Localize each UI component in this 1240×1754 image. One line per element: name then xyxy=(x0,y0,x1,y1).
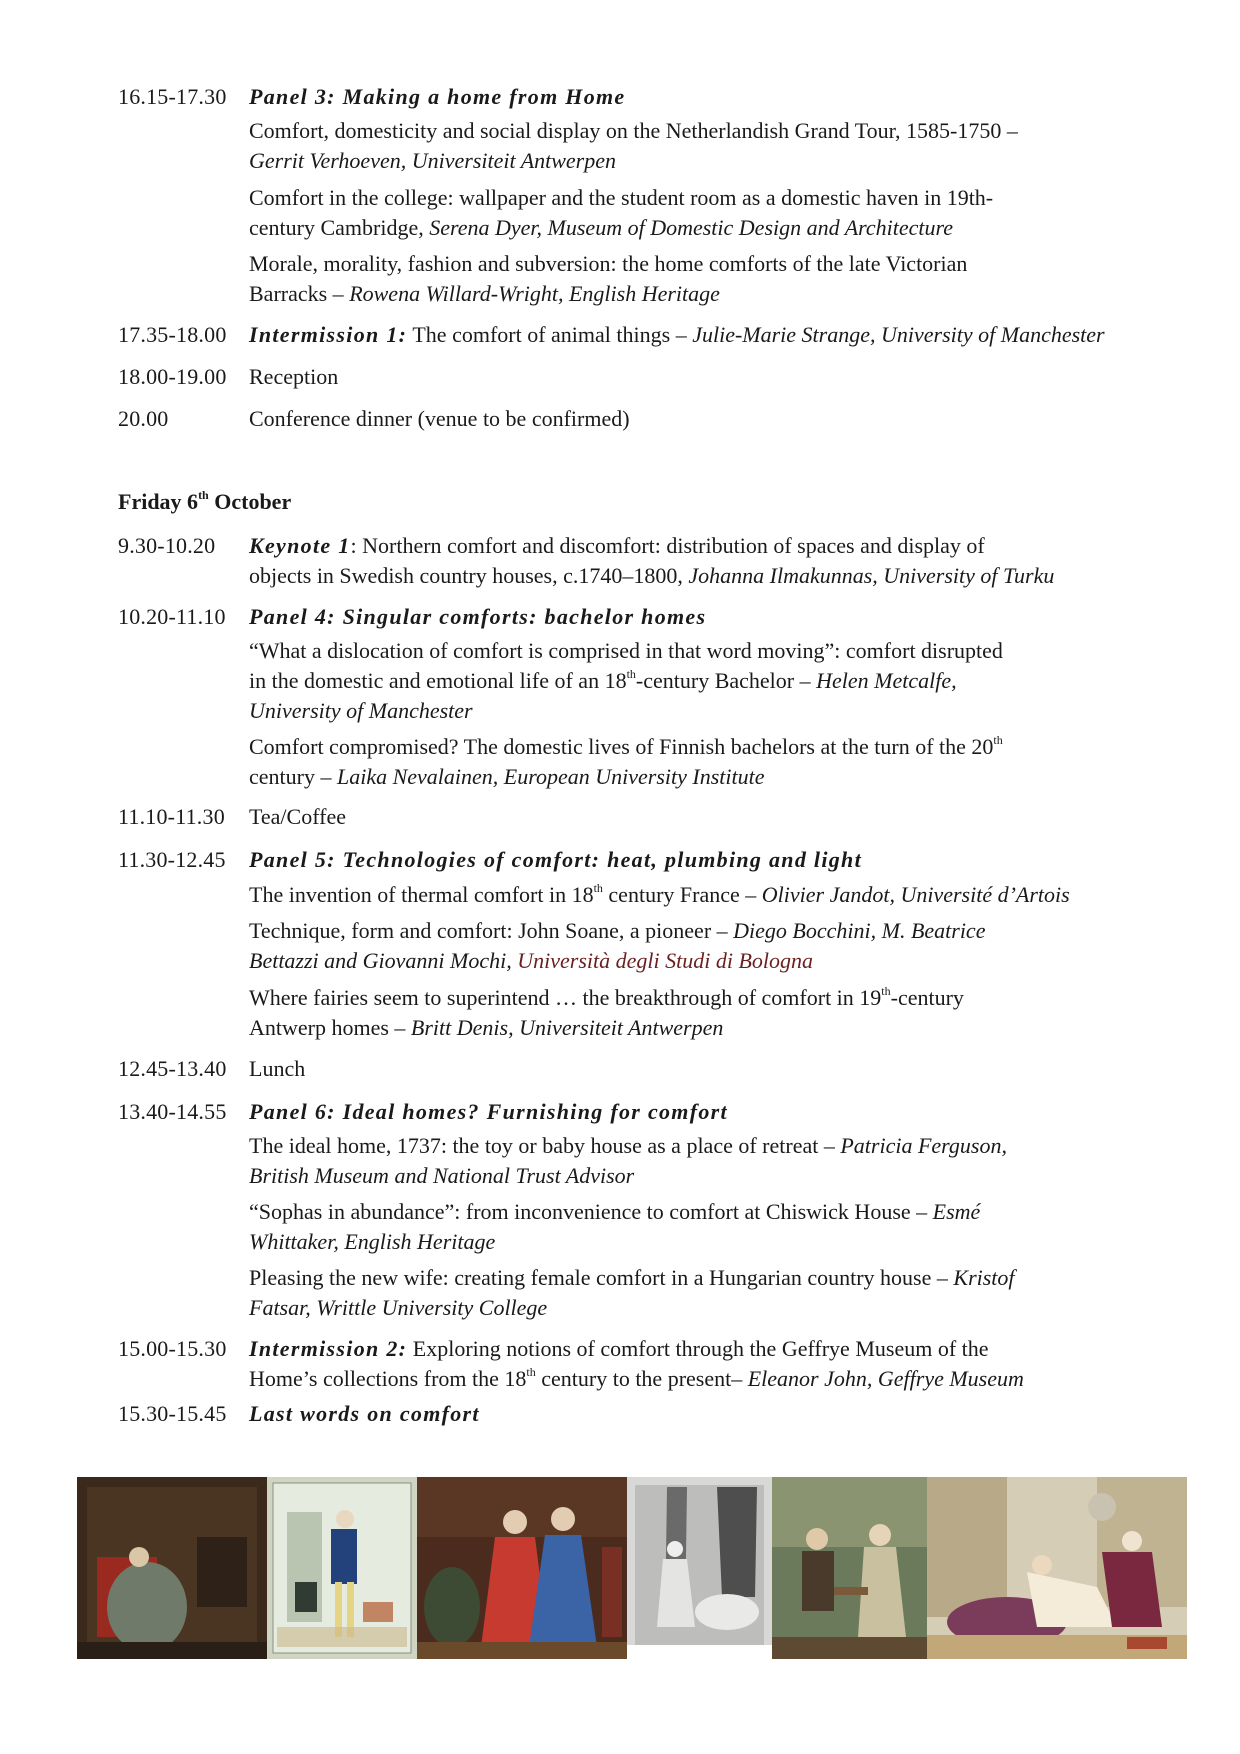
session-time: 16.15-17.30 xyxy=(118,84,227,109)
paper-item: Comfort compromised? The domestic lives of Finnish bachelors at the turn of the 20th century – Laika Nevalainen, European University Institute xyxy=(249,732,1003,789)
paper-author: Kristof xyxy=(953,1265,1015,1290)
session-time: 12.45-13.40 xyxy=(118,1056,227,1081)
programme-page: 16.15-17.30 Panel 3: Making a home from Home Comfort, domesticity and social display on the Netherlandish Grand Tour, 1585-1750 – Gerrit Verhoeven, Universiteit Antwerpen Comfort in the college: wallpaper and the student room as a domestic haven in 19th- century Cambridge, Serena Dyer, Museum of Domestic Design and Architecture Morale, morality, fashion and subversion: the home comforts of the late Victorian Barracks – Rowena Willard-Wright, English Heritage 17.35-18.00 Intermission 1: The comfort of animal things – Julie-Marie Strange, University of Manchester 18.00-19.00 Reception 20.00 Conference dinner (venue to be confirmed) Friday 6th October 9.30-10.20 Keynote 1: Northern comfort and discomfort: distribution of spaces and display of objects in Swedish country houses, c.1740–1800, Johanna Ilmakunnas, University of Turku 10.20-11.10 Panel 4: Singular comforts: bachelor homes “What a dislocation of comfort is comprised in that word moving”: comfort disrupted in the domestic and emotional life of an 18th-century Bachelor – Helen Metcalfe, University of Manchester Comfort compromised? The domestic lives of Finnish bachelors at the turn of the 20th century – Laika Nevalainen, European University Institute 11.10-11.30 Tea/Coffee 11.30-12.45 Panel 5: Technologies of comfort: heat, plumbing and light The invention of thermal comfort in 18th century France – Olivier Jandot, Université d’Artois Technique, form and comfort: John Soane, a pioneer – Diego Bocchini, M. Beatrice Bettazzi and Giovanni Mochi, Università degli Studi di Bologna Where fairies seem to superintend … the breakthrough of comfort in 19th-century Antwerp homes – Britt Denis, Universiteit Antwerpen 12.45-13.40 Lunch 13.40-14.55 Panel 6: Ideal homes? Furnishing for comfort The ideal home, 1737: the toy or baby house as a place of retreat – Patricia Ferguson, British Museum and National Trust Advisor “Sophas in abundance”: from inconvenience to comfort at Chiswick House – Esmé Whittaker, English Heritage Pleasing the new wife: creating female comfort in a Hungarian country house – Kristof Fatsar, Writtle University College 15.00-15.30 Intermission 2: Exploring notions of comfort through the Geffrye Museum of the Home’s collections from the 18th century to the present– Eleanor John, Geffrye Museum 15.30-15.45 Last words on comfort xyxy=(0,0,1240,1754)
session-title: Panel 4: Singular comforts: bachelor homes xyxy=(249,604,707,629)
session-title: Intermission 1: xyxy=(249,322,408,347)
paper-item: The invention of thermal comfort in 18th century France – Olivier Jandot, Université d’Artois xyxy=(249,880,1070,907)
session-title: Panel 3: Making a home from Home xyxy=(249,84,626,109)
paper-item: Comfort, domesticity and social display on the Netherlandish Grand Tour, 1585-1750 – Gerrit Verhoeven, Universiteit Antwerpen xyxy=(249,116,1149,176)
paper-item: “Sophas in abundance”: from inconvenience to comfort at Chiswick House – Esmé Whittaker, English Heritage xyxy=(249,1199,981,1254)
painting-seated-lady xyxy=(77,1477,267,1659)
session-time: 18.00-19.00 xyxy=(118,364,227,389)
session-time: 10.20-11.10 xyxy=(118,604,226,629)
session-time: 11.30-12.45 xyxy=(118,847,226,872)
paper-author: Esmé xyxy=(932,1199,981,1224)
painting-two-ladies xyxy=(417,1477,627,1659)
paper-author: Rowena Willard-Wright, English Heritage xyxy=(349,281,720,306)
paper-author: Eleanor John, Geffrye Museum xyxy=(747,1366,1024,1391)
paper-item: “What a dislocation of comfort is comprised in that word moving”: comfort disrupted in the domestic and emotional life of an 18th-century Bachelor – Helen Metcalfe, University of Manchester xyxy=(249,638,1003,723)
session-time: 17.35-18.00 xyxy=(118,322,227,347)
paper-author: Julie-Marie Strange, University of Manchester xyxy=(692,322,1105,347)
paper-item: Comfort in the college: wallpaper and the student room as a domestic haven in 19th- century Cambridge, Serena Dyer, Museum of Domestic Design and Architecture xyxy=(249,185,994,240)
paper-author: Laika Nevalainen, European University Institute xyxy=(336,764,765,789)
paper-item: Where fairies seem to superintend … the breakthrough of comfort in 19th-century Antwerp homes – Britt Denis, Universiteit Antwerpen xyxy=(249,983,964,1040)
session-time: 11.10-11.30 xyxy=(118,804,225,829)
session-title: Intermission 2: xyxy=(249,1336,408,1361)
paper-author: Patricia Ferguson, xyxy=(840,1133,1007,1158)
session-time: 15.30-15.45 xyxy=(118,1401,227,1426)
caricature-print xyxy=(267,1477,417,1659)
paper-author: Britt Denis, Universiteit Antwerpen xyxy=(410,1015,724,1040)
session-title: Panel 5: Technologies of comfort: heat, plumbing and light xyxy=(249,847,863,872)
paper-author: Gerrit Verhoeven, Universiteit Antwerpen xyxy=(249,148,617,173)
paper-author: Helen Metcalfe, xyxy=(816,668,957,693)
print-library-scene xyxy=(927,1477,1187,1659)
paper-author: Diego Bocchini, M. Beatrice xyxy=(733,918,986,943)
paper-author: Olivier Jandot, Université d’Artois xyxy=(761,882,1070,907)
session-title: Keynote 1 xyxy=(249,533,351,558)
session-title: Panel 6: Ideal homes? Furnishing for comfort xyxy=(249,1099,728,1124)
painting-conversation xyxy=(772,1477,927,1659)
session-time: 9.30-10.20 xyxy=(118,533,216,558)
paper-author: Serena Dyer, Museum of Domestic Design and Architecture xyxy=(429,215,954,240)
session-title: Last words on comfort xyxy=(249,1401,480,1426)
engraving-interior xyxy=(627,1477,772,1659)
paper-item: Morale, morality, fashion and subversion: the home comforts of the late Victorian Barracks – Rowena Willard-Wright, English Heritage xyxy=(249,251,968,306)
paper-author: Johanna Ilmakunnas, University of Turku xyxy=(688,563,1055,588)
paper-item: Technique, form and comfort: John Soane, a pioneer – Diego Bocchini, M. Beatrice Bettazzi and Giovanni Mochi, Università degli Studi di Bologna xyxy=(249,918,986,973)
session-time: 20.00 xyxy=(118,406,169,431)
image-strip xyxy=(77,1477,1187,1659)
day-heading: Friday 6th October xyxy=(118,487,292,514)
paper-item: Pleasing the new wife: creating female comfort in a Hungarian country house – Kristof Fatsar, Writtle University College xyxy=(249,1265,1015,1320)
session-time: 15.00-15.30 xyxy=(118,1336,227,1361)
paper-item: The ideal home, 1737: the toy or baby house as a place of retreat – Patricia Ferguson, British Museum and National Trust Advisor xyxy=(249,1133,1007,1188)
session-time: 13.40-14.55 xyxy=(118,1099,227,1124)
